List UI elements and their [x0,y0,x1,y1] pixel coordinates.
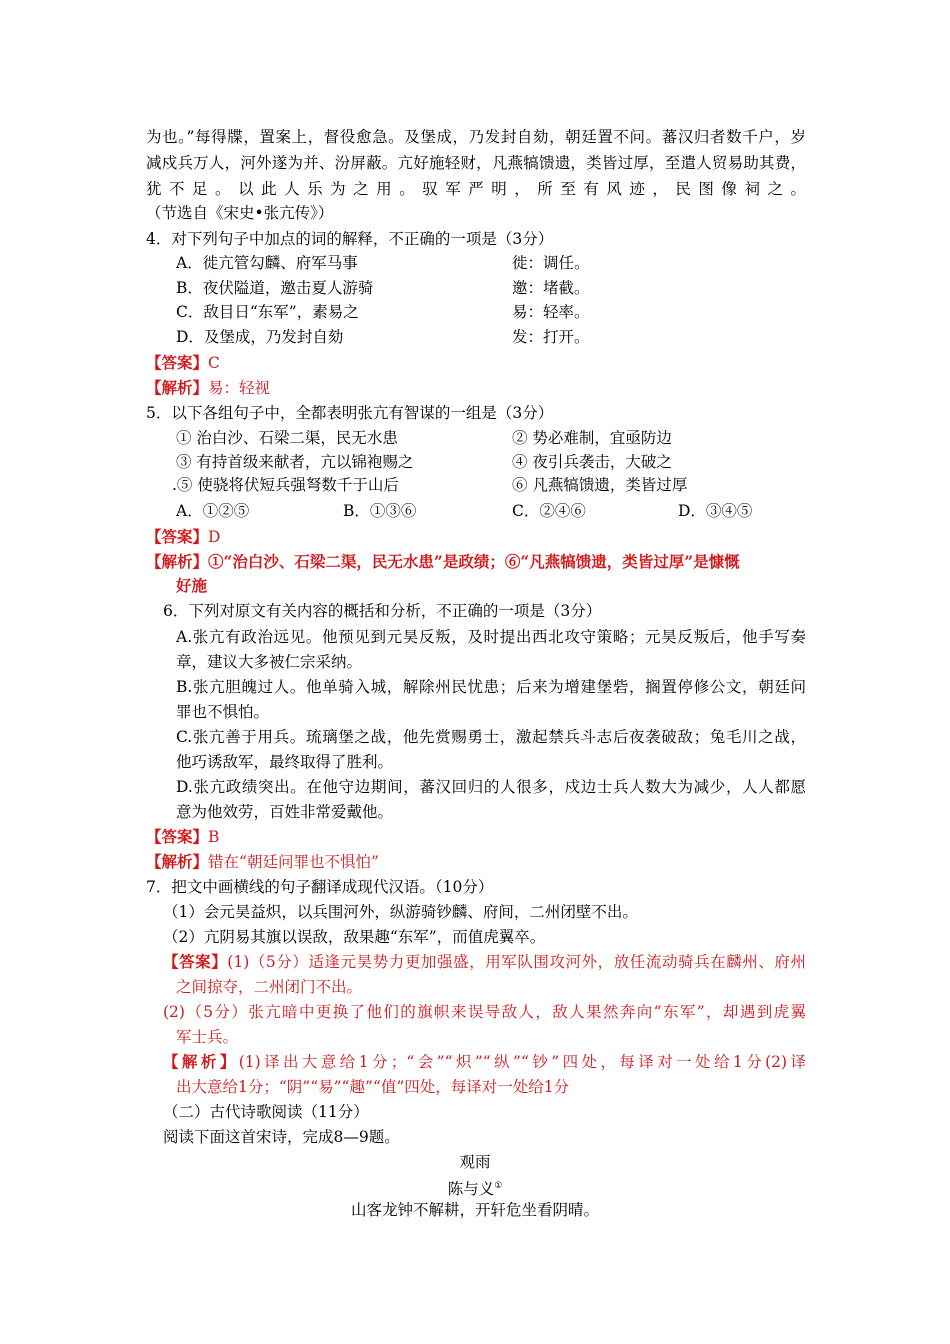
q4-gloss-c: 易：轻率。 [512,303,590,321]
q4-analysis [146,377,270,399]
q4-analysis-tag: 【解析】 [146,378,209,397]
q5-item-6: ⑥ 凡燕犒馈遗，类皆过厚 [512,476,688,494]
q7-stem: 7．把文中画横线的句子翻译成现代汉语。（10分） [146,878,494,896]
q7-analysis-text-1: (1)译出大意给1分；“会”“炽”“纵”“钞”四处，每译对一处给1分(2)译 [238,1053,806,1071]
q5-item-5: .⑤ 使骁将伏短兵强弩数千于山后 [172,476,399,494]
q7-analysis-line-1 [163,1051,806,1073]
q6-analysis-tag: 【解析】 [146,852,209,871]
q5-item-4: ④ 夜引兵袭击，大破之 [512,453,672,471]
section-instruction: 阅读下面这首宋诗，完成8—9题。 [163,1128,400,1146]
q5-analysis-line-1: ①“治白沙、石梁二渠，民无水患”是政绩；⑥“凡燕犒馈遗，类皆过厚”是慷慨 [208,552,740,571]
q7-sentence-1: （1）会元昊益炽，以兵围河外，纵游骑钞麟、府间，二州闭壁不出。 [163,903,638,921]
section-heading: （二）古代诗歌阅读（11分） [163,1103,369,1121]
q4-gloss-b: 邀：堵截。 [512,279,590,297]
passage-line-1: 为也。”每得牒，置案上，督役愈急。及堡成，乃发封自劾，朝廷置不问。蕃汉归者数千户，岁 [146,128,806,146]
q5-choice-d: D．③④⑤ [678,502,753,520]
poem-title: 观雨 [459,1153,491,1171]
q6-option-b-line-1: B.张亢胆魄过人。他单骑入城，解除州民忧患；后来为增建堡砦，搁置停修公文，朝廷问 [176,678,806,696]
q4-answer-value: C [208,354,220,372]
q6-option-d-line-2: 意为他效劳，百姓非常爱戴他。 [176,803,394,821]
poem-author: 陈与义 [447,1180,495,1199]
passage-line-3: 犹 不 足 。 以 此 人 乐 为 之 用 。 驭 军 严 明 ， 所 至 有 风 迹 ， 民 图 像 祠 之 。 [146,180,806,198]
q7-analysis-line-2: 出大意给1分；“阴”“易”“趣”“值”四处，每译对一处给1分 [176,1078,570,1096]
q4-option-b: B．夜伏隘道，邀击夏人游骑 [176,279,374,297]
q5-answer [146,526,220,548]
q7-answer-line-1 [163,951,806,973]
q6-option-c-line-1: C.张亢善于用兵。琉璃堡之战，他先赏赐勇士，激起禁兵斗志后夜袭破敌；兔毛川之战， [176,728,806,746]
q6-stem: 6．下列对原文有关内容的概括和分析，不正确的一项是（3分） [163,602,602,620]
q4-option-c: C．敌目日“东军”，素易之 [176,303,359,321]
q7-answer-1-line-1: (1)（5分）适逢元昊势力更加强盛，用军队围攻河外，放任流动骑兵在麟州、府州 [227,953,806,971]
q4-option-a: A．徙亢管勾麟、府军马事 [176,254,358,272]
q7-sentence-2: （2）亢阴易其旗以误敌，敌果趣“东军”，而值虎翼卒。 [163,928,546,946]
q6-option-b-line-2: 罪也不惧怕。 [176,703,270,721]
q6-option-a-line-2: 章，建议大多被仁宗采纳。 [176,653,363,671]
q7-answer-2-line-2: 军士兵。 [176,1028,239,1046]
q5-analysis-line-2: 好施 [176,576,208,595]
q6-option-c-line-2: 他巧诱敌军，最终取得了胜利。 [176,753,394,771]
q6-answer [146,826,219,848]
q6-answer-value: B [208,828,220,846]
passage-line-2: 减戍兵万人，河外遂为并、汾屏蔽。亢好施轻财，凡燕犒馈遗，类皆过厚，至遣人贸易助其费， [146,154,806,172]
q6-analysis-text: 错在“朝廷问罪也不惧怕” [208,853,379,871]
q7-answer-1-line-2: 之间掠夺，二州闭门不出。 [176,978,363,996]
q4-stem: 4．对下列句子中加点的词的解释，不正确的一项是（3分） [146,230,554,248]
q7-answer-2-line-1: (2)（5分）张亢暗中更换了他们的旗帜来误导敌人，敌人果然奔向“东军”，却遇到虎翼 [163,1003,806,1021]
passage-source: （节选自《宋史•张亢传》） [146,204,334,222]
q5-choice-c: C．②④⑥ [512,502,586,520]
q5-choice-b: B．①③⑥ [343,502,417,520]
poem-line-1: 山客龙钟不解耕，开轩危坐看阴晴。 [350,1201,599,1219]
poem-author-line [0,1175,950,1200]
q5-choice-a: A．①②⑤ [176,502,250,520]
q4-gloss-d: 发：打开。 [512,328,590,346]
q5-stem: 5．以下各组句子中，全都表明张亢有智谋的一组是（3分） [146,404,554,422]
q4-gloss-a: 徙：调任。 [512,254,590,272]
q4-answer-tag: 【答案】 [146,353,209,372]
q4-answer [146,352,220,374]
q5-answer-value: D [208,528,221,546]
q5-analysis-tag: 【解析】 [146,552,209,571]
q7-answer-tag: 【答案】 [163,952,228,971]
q7-analysis-tag: 【解析】 [163,1052,239,1071]
q5-item-1: ① 治白沙、石梁二渠，民无水患 [176,429,398,447]
q6-analysis [146,851,379,873]
q4-option-d: D．及堡成，乃发封自劾 [176,328,344,346]
poem-note-mark: ① [494,1181,503,1191]
q6-option-d-line-1: D.张亢政绩突出。在他守边期间，蕃汉回归的人很多，戍边士兵人数大为减少，人人都愿 [176,778,806,796]
q5-answer-tag: 【答案】 [146,527,209,546]
q6-answer-tag: 【答案】 [146,827,209,846]
q5-item-2: ② 势必难制，宜亟防边 [512,429,672,447]
q6-option-a-line-1: A.张亢有政治远见。他预见到元昊反叛，及时提出西北攻守策略；元昊反叛后，他手写奏 [176,628,806,646]
q4-analysis-text: 易：轻视 [208,379,271,397]
q5-analysis [146,551,740,573]
q5-item-3: ③ 有持首级来献者，亢以锦袍赐之 [176,453,414,471]
